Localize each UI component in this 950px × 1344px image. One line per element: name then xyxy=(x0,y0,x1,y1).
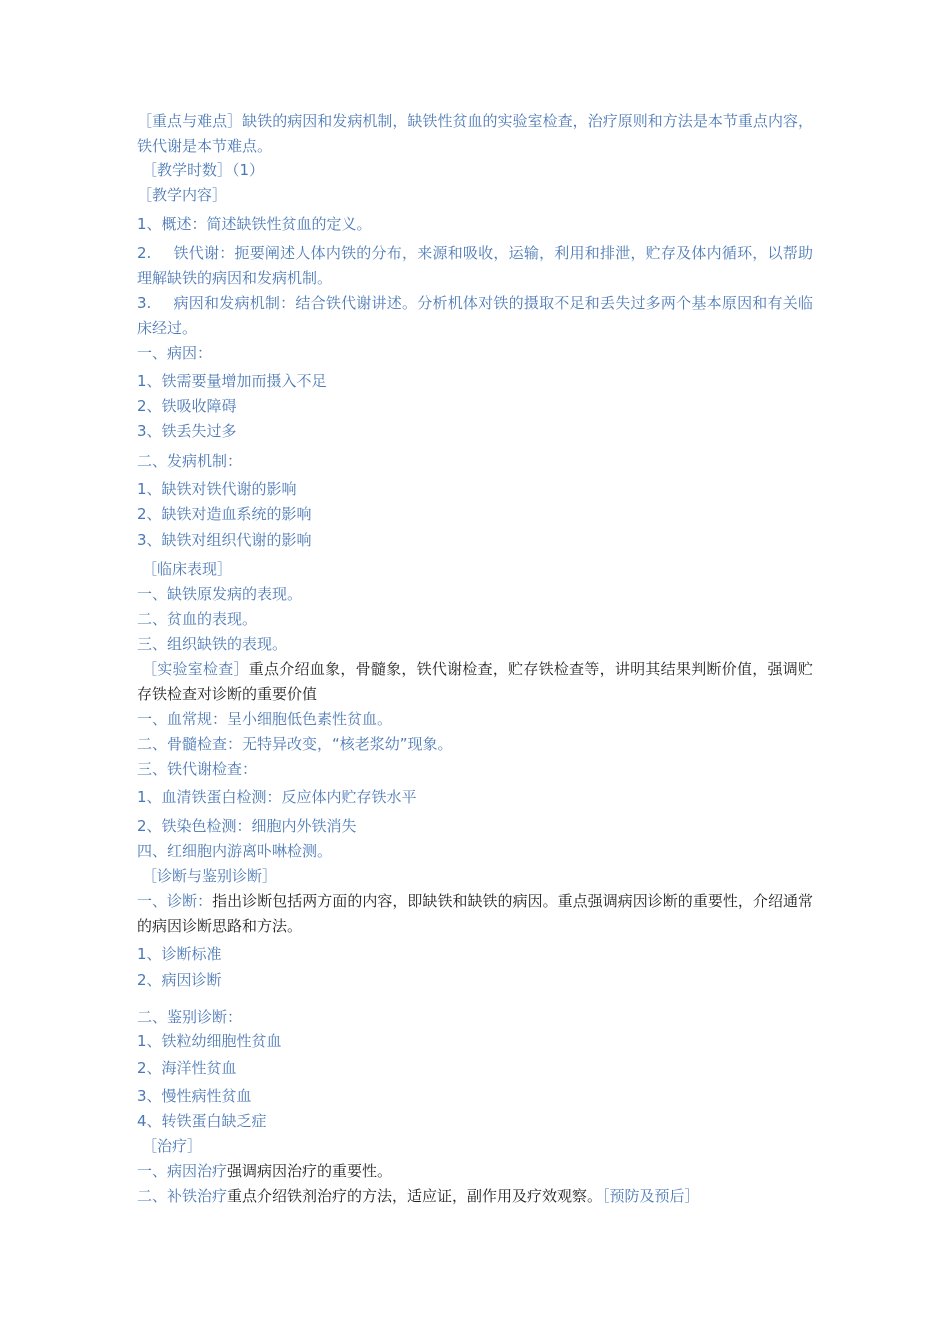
treatment-iron-desc: 重点介绍铁剂治疗的方法，适应证，副作用及疗效观察。 xyxy=(227,1187,603,1205)
list-item: 一、缺铁原发病的表现。 xyxy=(137,585,303,603)
iron-metabolism-text: 铁代谢：扼要阐述人体内铁的分布，来源和吸收，运输，利用和排泄，贮存及体内循环，以帮助理解缺铁的病因和发病机制。 xyxy=(137,244,813,287)
list-item: 2、病因诊断 xyxy=(137,971,222,989)
etiology-number: 3. xyxy=(137,294,152,312)
iron-metabolism-item xyxy=(137,241,813,291)
list-item: 1、血清铁蛋白检测：反应体内贮存铁水平 xyxy=(137,788,417,806)
treatment-item-iron xyxy=(137,1186,700,1206)
teaching-hours: ［教学时数］（1） xyxy=(142,161,265,179)
diagnosis-heading: ［诊断与鉴别诊断］ xyxy=(142,867,278,885)
list-item: 1、缺铁对铁代谢的影响 xyxy=(137,480,297,498)
treatment-item-cause xyxy=(137,1161,392,1181)
teaching-content-heading: ［教学内容］ xyxy=(137,186,228,204)
clinical-heading: ［临床表现］ xyxy=(142,560,233,578)
list-item: 4、转铁蛋白缺乏症 xyxy=(137,1112,267,1130)
diagnosis-paragraph xyxy=(137,889,813,939)
prevention-heading: ［预防及预后］ xyxy=(602,1187,700,1205)
list-item: 2、铁染色检测：细胞内外铁消失 xyxy=(137,817,357,835)
lab-description: 重点介绍血象，骨髓象，铁代谢检查，贮存铁检查等，讲明其结果判断价值，强调贮存铁检查对诊断的重要价值 xyxy=(137,660,813,703)
list-item: 二、贫血的表现。 xyxy=(137,610,258,628)
list-item: 三、铁代谢检查： xyxy=(137,760,258,778)
list-item: 一、血常规：呈小细胞低色素性贫血。 xyxy=(137,710,393,728)
list-item: 四、红细胞内游离卟啉检测。 xyxy=(137,842,333,860)
etiology-item xyxy=(137,291,813,341)
treatment-iron-label: 二、补铁治疗 xyxy=(137,1187,228,1205)
list-item: 2、海洋性贫血 xyxy=(137,1059,237,1077)
treatment-cause-desc: 强调病因治疗的重要性。 xyxy=(227,1162,393,1180)
list-item: 三、组织缺铁的表现。 xyxy=(137,635,288,653)
list-item: 二、骨髓检查：无特异改变，“核老浆幼”现象。 xyxy=(137,735,453,753)
iron-metabolism-number: 2. xyxy=(137,244,152,262)
list-item: 2、缺铁对造血系统的影响 xyxy=(137,505,312,523)
list-item: 3、慢性病性贫血 xyxy=(137,1087,252,1105)
causes-heading: 一、病因： xyxy=(137,344,213,362)
list-item: 1、诊断标准 xyxy=(137,945,222,963)
overview-item: 1、概述：简述缺铁性贫血的定义。 xyxy=(137,215,372,233)
list-item: 3、铁丢失过多 xyxy=(137,422,237,440)
etiology-text: 病因和发病机制：结合铁代谢讲述。分析机体对铁的摄取不足和丢失过多两个基本原因和有关临床经过。 xyxy=(137,294,813,337)
treatment-heading: ［治疗］ xyxy=(142,1137,203,1155)
list-item: 2、铁吸收障碍 xyxy=(137,397,237,415)
diagnosis-label: 一、诊断： xyxy=(137,892,213,910)
treatment-cause-label: 一、病因治疗 xyxy=(137,1162,228,1180)
diagnosis-description: 指出诊断包括两方面的内容，即缺铁和缺铁的病因。重点强调病因诊断的重要性，介绍通常的病因诊断思路和方法。 xyxy=(137,892,813,935)
list-item: 1、铁需要量增加而摄入不足 xyxy=(137,372,327,390)
list-item: 1、铁粒幼细胞性贫血 xyxy=(137,1032,282,1050)
differential-heading: 二、鉴别诊断： xyxy=(137,1008,243,1026)
lab-heading: ［实验室检查］ xyxy=(142,660,249,678)
lab-paragraph xyxy=(137,657,813,707)
mechanism-heading: 二、发病机制： xyxy=(137,452,243,470)
key-points-paragraph: ［重点与难点］缺铁的病因和发病机制，缺铁性贫血的实验室检查，治疗原则和方法是本节重点内容，铁代谢是本节难点。 xyxy=(137,112,813,155)
list-item: 3、缺铁对组织代谢的影响 xyxy=(137,531,312,549)
